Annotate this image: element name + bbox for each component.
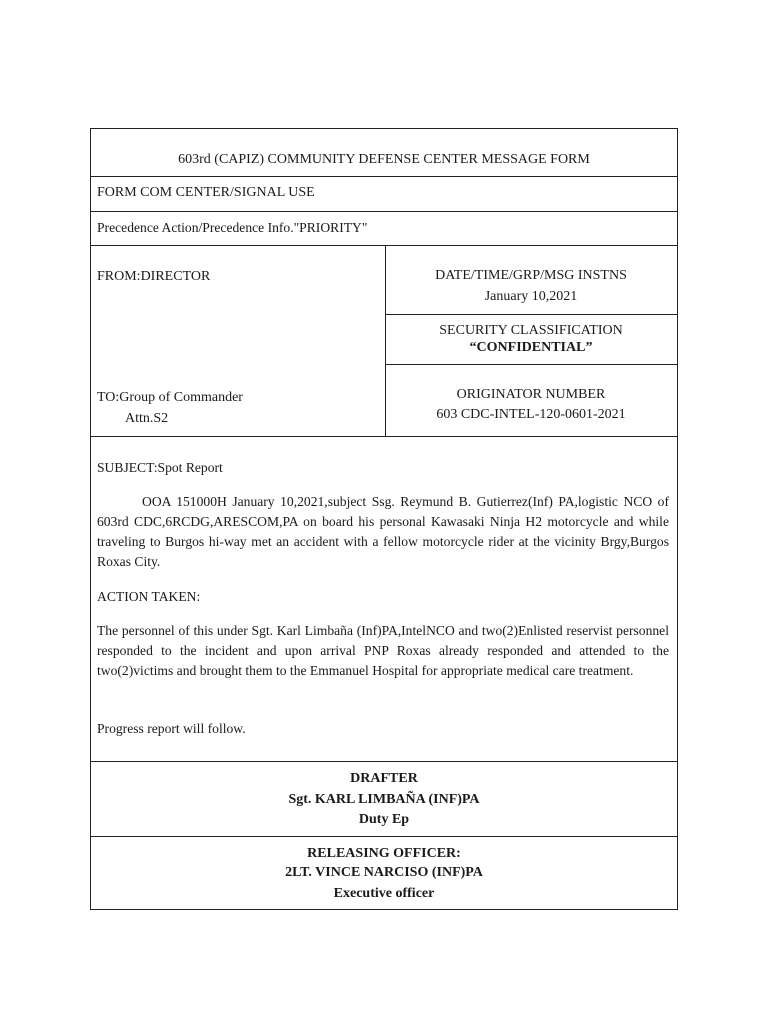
divider — [385, 314, 677, 315]
releasing-name: 2LT. VINCE NARCISO (INF)PA — [285, 865, 483, 880]
precedence-label: Precedence Action/Precedence Info."PRIORITY" — [97, 220, 368, 235]
releasing-position: Executive officer — [333, 886, 435, 901]
divider — [91, 836, 677, 837]
attn-field: Attn.S2 — [125, 411, 169, 426]
form-use-label: FORM COM CENTER/SIGNAL USE — [97, 185, 315, 200]
divider — [91, 176, 677, 177]
action-taken-heading: ACTION TAKEN: — [97, 589, 201, 604]
originator-value: 603 CDC-INTEL-120-0601-2021 — [436, 407, 626, 422]
incident-paragraph: OOA 151000H January 10,2021,subject Ssg. Reymund B. Gutierrez(Inf) PA,logistic NCO of 603rd CDC,6RCDG,ARESCOM,PA on board his personal Kawasaki Ninja H2 motorcycle and while traveling to Burgos hi-way met an accident with a fellow motorcycle rider at the vicinity Brgy,Burgos Roxas City. — [97, 494, 669, 569]
message-form — [90, 128, 678, 910]
security-label: SECURITY CLASSIFICATION — [439, 323, 623, 338]
divider — [385, 364, 677, 365]
progress-note: Progress report will follow. — [97, 721, 246, 736]
drafter-position: Duty Ep — [358, 812, 410, 827]
dtg-label: DATE/TIME/GRP/MSG INSTNS — [435, 268, 627, 283]
drafter-name: Sgt. KARL LIMBAÑA (INF)PA — [288, 792, 480, 807]
from-field: FROM:DIRECTOR — [97, 269, 211, 284]
to-field: TO:Group of Commander — [97, 390, 243, 405]
divider — [91, 245, 677, 246]
subject-line: SUBJECT:Spot Report — [97, 460, 223, 475]
security-value: “CONFIDENTIAL” — [469, 340, 593, 355]
divider — [91, 761, 677, 762]
drafter-label: DRAFTER — [350, 771, 418, 786]
divider — [91, 436, 677, 437]
form-title: 603rd (CAPIZ) COMMUNITY DEFENSE CENTER MESSAGE FORM — [178, 152, 590, 167]
releasing-label: RELEASING OFFICER: — [307, 846, 461, 861]
action-paragraph: The personnel of this under Sgt. Karl Limbaña (Inf)PA,IntelNCO and two(2)Enlisted reservist personnel responded to the incident and upon arrival PNP Roxas already responded and attended to the two(2)victims and brought them to the Emmanuel Hospital for appropriate medical care treatment. — [97, 623, 669, 678]
dtg-value: January 10,2021 — [484, 289, 578, 304]
divider — [91, 211, 677, 212]
originator-label: ORIGINATOR NUMBER — [456, 387, 606, 402]
